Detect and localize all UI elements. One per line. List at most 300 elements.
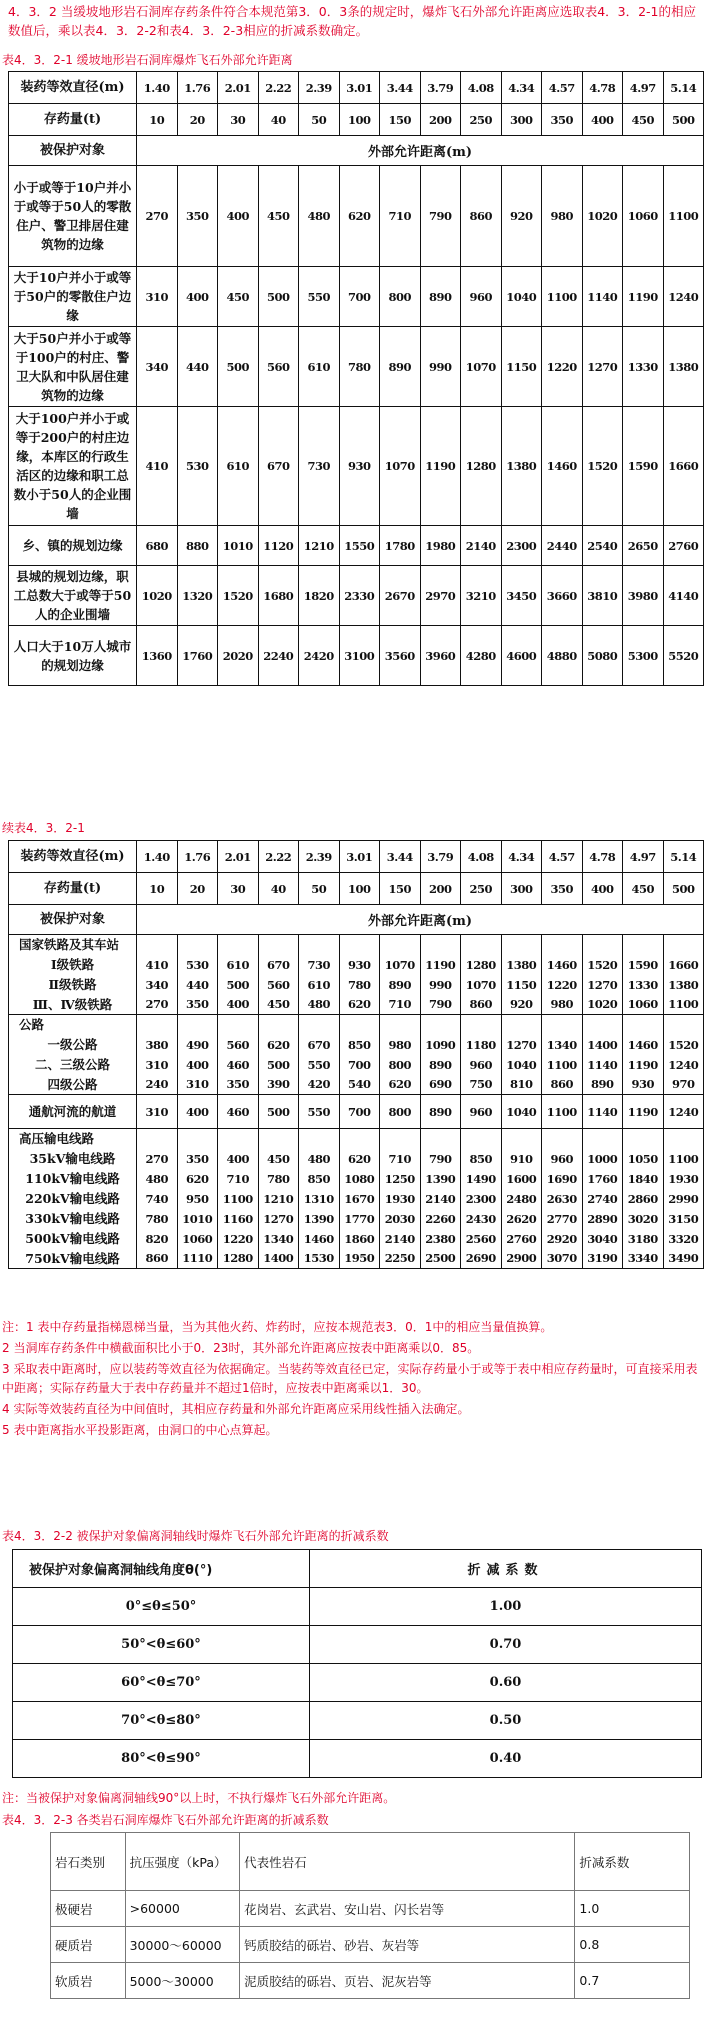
table-row xyxy=(9,407,704,526)
amount-row xyxy=(9,104,704,136)
factor-cell: 1.00 xyxy=(310,1588,702,1626)
value-cell: 1110 xyxy=(177,1249,218,1269)
value-cell: 1100 xyxy=(542,1055,583,1075)
intro-paragraph: 4．3．2 当缓坡地形岩石洞库存药条件符合本规范第3．0．3条的规定时，爆炸飞石外部允许距离应选取表4．3．2-1的相应数值后，乘以表4．3．2-2和表4．3．2-3相应的折减系数确定。 xyxy=(8,4,697,38)
value-cell: 800 xyxy=(380,1095,421,1129)
factor-cell: 0.40 xyxy=(310,1740,702,1778)
diameter-cell: 2.22 xyxy=(258,841,299,873)
value-cell: 1400 xyxy=(582,1035,623,1055)
value-cell: 2250 xyxy=(380,1249,421,1269)
amount-cell: 300 xyxy=(501,104,542,136)
value-cell: 1100 xyxy=(663,166,704,267)
value-cell: 3660 xyxy=(542,566,583,626)
diameter-row xyxy=(9,72,704,104)
value-cell: 930 xyxy=(339,407,380,526)
empty-cell xyxy=(582,935,623,955)
value-cell: 890 xyxy=(420,1095,461,1129)
value-cell: 780 xyxy=(339,975,380,995)
empty-cell xyxy=(258,1129,299,1149)
value-cell: 1140 xyxy=(582,1055,623,1075)
value-cell: 2430 xyxy=(461,1209,502,1229)
group-header-row xyxy=(9,1129,704,1149)
value-cell: 3810 xyxy=(582,566,623,626)
value-cell: 1460 xyxy=(542,407,583,526)
amount-cell: 10 xyxy=(137,104,178,136)
value-cell: 1220 xyxy=(542,975,583,995)
amount-cell: 450 xyxy=(623,873,664,905)
value-cell: 480 xyxy=(137,1169,178,1189)
empty-cell xyxy=(339,935,380,955)
diameter-label: 装药等效直径(m) xyxy=(9,841,137,873)
value-cell: 1070 xyxy=(380,407,421,526)
table-row xyxy=(9,566,704,626)
diameter-cell: 2.01 xyxy=(218,72,259,104)
row-label: Ⅲ、Ⅳ级铁路 xyxy=(9,995,137,1015)
value-cell: 450 xyxy=(258,166,299,267)
value-cell: 1780 xyxy=(380,526,421,566)
value-cell: 480 xyxy=(299,166,340,267)
value-cell: 3340 xyxy=(623,1249,664,1269)
amount-cell: 500 xyxy=(663,873,704,905)
value-cell: 270 xyxy=(137,995,178,1015)
empty-cell xyxy=(177,1015,218,1035)
table-row xyxy=(9,1189,704,1209)
value-cell: 960 xyxy=(461,1095,502,1129)
value-cell: 1520 xyxy=(582,407,623,526)
value-cell: 500 xyxy=(258,267,299,327)
table4-header-cell: 折减系数 xyxy=(575,1833,690,1891)
note-line: 3 采取表中距离时，应以装药等效直径为依据确定。当装药等效直径已定，实际存药量小于或等于表中相应存药量时，可直接采用表中距离；实际存药量大于表中存药量并不超过1倍时，应按表中距离乘以1．30。 xyxy=(2,1362,698,1395)
table4-cell: 1.0 xyxy=(575,1891,690,1927)
value-cell: 1530 xyxy=(299,1249,340,1269)
value-cell: 3980 xyxy=(623,566,664,626)
value-cell: 1100 xyxy=(663,995,704,1015)
amount-cell: 300 xyxy=(501,873,542,905)
value-cell: 860 xyxy=(461,166,502,267)
value-cell: 1330 xyxy=(623,327,664,407)
value-cell: 2420 xyxy=(299,626,340,686)
value-cell: 1160 xyxy=(218,1209,259,1229)
value-cell: 860 xyxy=(542,1075,583,1095)
table2-external-distance-continued xyxy=(8,840,704,1269)
value-cell: 2140 xyxy=(380,1229,421,1249)
value-cell: 620 xyxy=(339,995,380,1015)
value-cell: 980 xyxy=(380,1035,421,1055)
value-cell: 2300 xyxy=(501,526,542,566)
value-cell: 610 xyxy=(299,975,340,995)
value-cell: 1360 xyxy=(137,626,178,686)
empty-cell xyxy=(218,1015,259,1035)
value-cell: 1100 xyxy=(663,1149,704,1169)
value-cell: 3040 xyxy=(582,1229,623,1249)
table-row xyxy=(9,1149,704,1169)
value-cell: 1220 xyxy=(218,1229,259,1249)
diameter-cell: 4.08 xyxy=(461,841,502,873)
value-cell: 400 xyxy=(218,1149,259,1169)
value-cell: 450 xyxy=(258,995,299,1015)
value-cell: 2480 xyxy=(501,1189,542,1209)
value-cell: 690 xyxy=(420,1075,461,1095)
empty-cell xyxy=(218,935,259,955)
row-label: 330kV输电线路 xyxy=(9,1209,137,1229)
value-cell: 910 xyxy=(501,1149,542,1169)
value-cell: 920 xyxy=(501,166,542,267)
value-cell: 1060 xyxy=(623,166,664,267)
value-cell: 1340 xyxy=(542,1035,583,1055)
empty-cell xyxy=(501,1129,542,1149)
table4-rock-reduction xyxy=(50,1832,690,1999)
value-cell: 3450 xyxy=(501,566,542,626)
row-label: 大于50户并小于或等于100户的村庄、警卫大队和中队居住建筑物的边缘 xyxy=(9,327,137,407)
protected-header-row xyxy=(9,136,704,166)
value-cell: 1070 xyxy=(380,955,421,975)
table-row xyxy=(9,975,704,995)
value-cell: 670 xyxy=(258,407,299,526)
empty-cell xyxy=(420,1015,461,1035)
value-cell: 1670 xyxy=(339,1189,380,1209)
value-cell: 1190 xyxy=(420,955,461,975)
value-cell: 1150 xyxy=(501,327,542,407)
empty-cell xyxy=(339,1129,380,1149)
value-cell: 1520 xyxy=(663,1035,704,1055)
protected-header-row xyxy=(9,905,704,935)
empty-cell xyxy=(582,1129,623,1149)
value-cell: 890 xyxy=(420,1055,461,1075)
value-cell: 1520 xyxy=(218,566,259,626)
value-cell: 780 xyxy=(137,1209,178,1229)
table1-external-distance xyxy=(8,71,704,686)
amount-cell: 100 xyxy=(339,873,380,905)
value-cell: 1600 xyxy=(501,1169,542,1189)
value-cell: 1020 xyxy=(582,995,623,1015)
value-cell: 1190 xyxy=(623,1055,664,1075)
value-cell: 620 xyxy=(177,1169,218,1189)
amount-cell: 20 xyxy=(177,873,218,905)
value-cell: 1210 xyxy=(299,526,340,566)
diameter-cell: 5.14 xyxy=(663,72,704,104)
value-cell: 410 xyxy=(137,955,178,975)
value-cell: 1140 xyxy=(582,267,623,327)
amount-cell: 250 xyxy=(461,104,502,136)
value-cell: 1190 xyxy=(420,407,461,526)
value-cell: 1270 xyxy=(582,975,623,995)
table-row xyxy=(51,1927,690,1963)
value-cell: 620 xyxy=(339,166,380,267)
table4-cell: 30000～60000 xyxy=(125,1927,240,1963)
value-cell: 1980 xyxy=(420,526,461,566)
value-cell: 400 xyxy=(177,1095,218,1129)
value-cell: 1930 xyxy=(663,1169,704,1189)
value-cell: 350 xyxy=(218,1075,259,1095)
empty-cell xyxy=(461,1015,502,1035)
value-cell: 2140 xyxy=(461,526,502,566)
value-cell: 1820 xyxy=(299,566,340,626)
value-cell: 790 xyxy=(420,1149,461,1169)
diameter-cell: 2.39 xyxy=(299,72,340,104)
value-cell: 1060 xyxy=(177,1229,218,1249)
amount-cell: 40 xyxy=(258,104,299,136)
value-cell: 1280 xyxy=(218,1249,259,1269)
table4-cell: 花岗岩、玄武岩、安山岩、闪长岩等 xyxy=(240,1891,575,1927)
value-cell: 980 xyxy=(542,166,583,267)
table3-caption: 表4．3．2-2 被保护对象偏离洞轴线时爆炸飞石外部允许距离的折减系数 xyxy=(2,1529,389,1543)
table-row xyxy=(9,1229,704,1249)
value-cell: 700 xyxy=(339,1095,380,1129)
distance-label: 外部允许距离(m) xyxy=(137,136,704,166)
value-cell: 540 xyxy=(339,1075,380,1095)
angle-cell: 0°≤θ≤50° xyxy=(13,1588,310,1626)
table-row xyxy=(13,1588,702,1626)
angle-cell: 50°<θ≤60° xyxy=(13,1626,310,1664)
value-cell: 960 xyxy=(542,1149,583,1169)
value-cell: 1280 xyxy=(461,955,502,975)
value-cell: 1460 xyxy=(542,955,583,975)
diameter-cell: 3.01 xyxy=(339,72,380,104)
value-cell: 2920 xyxy=(542,1229,583,1249)
value-cell: 700 xyxy=(339,1055,380,1075)
value-cell: 400 xyxy=(218,995,259,1015)
table-row xyxy=(9,1249,704,1269)
value-cell: 1490 xyxy=(461,1169,502,1189)
value-cell: 270 xyxy=(137,1149,178,1169)
amount-cell: 400 xyxy=(582,873,623,905)
row-label: Ⅱ级铁路 xyxy=(9,975,137,995)
empty-cell xyxy=(339,1015,380,1035)
value-cell: 610 xyxy=(218,955,259,975)
row-label: 人口大于10万人城市的规划边缘 xyxy=(9,626,137,686)
value-cell: 2860 xyxy=(623,1189,664,1209)
value-cell: 500 xyxy=(258,1095,299,1129)
factor-cell: 0.50 xyxy=(310,1702,702,1740)
table-row xyxy=(9,1075,704,1095)
table-notes xyxy=(2,1318,708,1442)
value-cell: 560 xyxy=(258,327,299,407)
value-cell: 1380 xyxy=(663,975,704,995)
value-cell: 240 xyxy=(137,1075,178,1095)
value-cell: 730 xyxy=(299,955,340,975)
value-cell: 710 xyxy=(380,1149,421,1169)
table-row xyxy=(9,166,704,267)
value-cell: 890 xyxy=(380,975,421,995)
value-cell: 340 xyxy=(137,975,178,995)
value-cell: 1330 xyxy=(623,975,664,995)
value-cell: 5080 xyxy=(582,626,623,686)
value-cell: 2690 xyxy=(461,1249,502,1269)
value-cell: 350 xyxy=(177,995,218,1015)
empty-cell xyxy=(258,1015,299,1035)
value-cell: 780 xyxy=(258,1169,299,1189)
empty-cell xyxy=(137,935,178,955)
amount-cell: 40 xyxy=(258,873,299,905)
value-cell: 620 xyxy=(258,1035,299,1055)
value-cell: 1040 xyxy=(501,1055,542,1075)
value-cell: 1010 xyxy=(218,526,259,566)
value-cell: 2300 xyxy=(461,1189,502,1209)
value-cell: 1840 xyxy=(623,1169,664,1189)
value-cell: 1040 xyxy=(501,267,542,327)
value-cell: 1380 xyxy=(501,407,542,526)
value-cell: 740 xyxy=(137,1189,178,1209)
value-cell: 500 xyxy=(218,975,259,995)
value-cell: 350 xyxy=(177,1149,218,1169)
group-header-row xyxy=(9,1015,704,1035)
value-cell: 440 xyxy=(177,975,218,995)
empty-cell xyxy=(380,1129,421,1149)
value-cell: 450 xyxy=(218,267,259,327)
table-row xyxy=(51,1891,690,1927)
value-cell: 440 xyxy=(177,327,218,407)
value-cell: 550 xyxy=(299,1055,340,1075)
table4-header-row xyxy=(51,1833,690,1891)
angle-cell: 60°<θ≤70° xyxy=(13,1664,310,1702)
value-cell: 2900 xyxy=(501,1249,542,1269)
value-cell: 2670 xyxy=(380,566,421,626)
value-cell: 920 xyxy=(501,995,542,1015)
value-cell: 2240 xyxy=(258,626,299,686)
value-cell: 2260 xyxy=(420,1209,461,1229)
value-cell: 550 xyxy=(299,1095,340,1129)
value-cell: 480 xyxy=(299,1149,340,1169)
value-cell: 1310 xyxy=(299,1189,340,1209)
value-cell: 560 xyxy=(218,1035,259,1055)
value-cell: 850 xyxy=(461,1149,502,1169)
value-cell: 400 xyxy=(177,267,218,327)
value-cell: 400 xyxy=(218,166,259,267)
value-cell: 3560 xyxy=(380,626,421,686)
value-cell: 890 xyxy=(420,267,461,327)
empty-cell xyxy=(461,1129,502,1149)
value-cell: 490 xyxy=(177,1035,218,1055)
value-cell: 1010 xyxy=(177,1209,218,1229)
table4-cell: 5000～30000 xyxy=(125,1963,240,1999)
amount-cell: 50 xyxy=(299,873,340,905)
table-row xyxy=(51,1963,690,1999)
amount-cell: 30 xyxy=(218,104,259,136)
value-cell: 730 xyxy=(299,407,340,526)
row-label: 县城的规划边缘，职工总数大于或等于50人的企业围墙 xyxy=(9,566,137,626)
empty-cell xyxy=(663,1129,704,1149)
value-cell: 2760 xyxy=(501,1229,542,1249)
group-header: 国家铁路及其车站 xyxy=(9,935,137,955)
row-label: 220kV输电线路 xyxy=(9,1189,137,1209)
diameter-cell: 1.40 xyxy=(137,72,178,104)
diameter-cell: 2.01 xyxy=(218,841,259,873)
value-cell: 3070 xyxy=(542,1249,583,1269)
group-header: 公路 xyxy=(9,1015,137,1035)
value-cell: 2990 xyxy=(663,1189,704,1209)
diameter-cell: 2.22 xyxy=(258,72,299,104)
table3-col1: 被保护对象偏离洞轴线角度θ(°) xyxy=(13,1550,310,1588)
diameter-cell: 1.76 xyxy=(177,72,218,104)
value-cell: 310 xyxy=(137,1055,178,1075)
value-cell: 1390 xyxy=(420,1169,461,1189)
value-cell: 390 xyxy=(258,1075,299,1095)
value-cell: 980 xyxy=(542,995,583,1015)
amount-cell: 30 xyxy=(218,873,259,905)
value-cell: 860 xyxy=(137,1249,178,1269)
value-cell: 1460 xyxy=(299,1229,340,1249)
empty-cell xyxy=(542,1015,583,1035)
value-cell: 850 xyxy=(299,1169,340,1189)
amount-cell: 50 xyxy=(299,104,340,136)
amount-cell: 200 xyxy=(420,104,461,136)
value-cell: 1020 xyxy=(137,566,178,626)
group-header: 高压输电线路 xyxy=(9,1129,137,1149)
table4-cell: 钙质胶结的砾岩、砂岩、灰岩等 xyxy=(240,1927,575,1963)
value-cell: 1390 xyxy=(299,1209,340,1229)
value-cell: 2380 xyxy=(420,1229,461,1249)
row-label: 通航河流的航道 xyxy=(9,1095,137,1129)
table4-caption: 表4．3．2-3 各类岩石洞库爆炸飞石外部允许距离的折减系数 xyxy=(2,1813,329,1827)
value-cell: 1100 xyxy=(542,267,583,327)
empty-cell xyxy=(420,1129,461,1149)
row-label: 一级公路 xyxy=(9,1035,137,1055)
value-cell: 1090 xyxy=(420,1035,461,1055)
value-cell: 810 xyxy=(501,1075,542,1095)
value-cell: 1050 xyxy=(623,1149,664,1169)
value-cell: 1380 xyxy=(501,955,542,975)
diameter-cell: 3.44 xyxy=(380,72,421,104)
diameter-cell: 1.76 xyxy=(177,841,218,873)
empty-cell xyxy=(582,1015,623,1035)
amount-cell: 250 xyxy=(461,873,502,905)
amount-cell: 150 xyxy=(380,873,421,905)
value-cell: 670 xyxy=(258,955,299,975)
group-header-row xyxy=(9,935,704,955)
value-cell: 2500 xyxy=(420,1249,461,1269)
value-cell: 1240 xyxy=(663,267,704,327)
value-cell: 410 xyxy=(137,407,178,526)
diameter-cell: 3.79 xyxy=(420,72,461,104)
table-row xyxy=(13,1664,702,1702)
value-cell: 1680 xyxy=(258,566,299,626)
value-cell: 930 xyxy=(623,1075,664,1095)
value-cell: 3210 xyxy=(461,566,502,626)
diameter-cell: 1.40 xyxy=(137,841,178,873)
amount-cell: 450 xyxy=(623,104,664,136)
value-cell: 530 xyxy=(177,407,218,526)
value-cell: 1340 xyxy=(258,1229,299,1249)
value-cell: 340 xyxy=(137,327,178,407)
value-cell: 380 xyxy=(137,1035,178,1055)
empty-cell xyxy=(501,935,542,955)
value-cell: 460 xyxy=(218,1095,259,1129)
value-cell: 950 xyxy=(177,1189,218,1209)
angle-cell: 70°<θ≤80° xyxy=(13,1702,310,1740)
table3-angle-reduction xyxy=(12,1549,702,1778)
value-cell: 1250 xyxy=(380,1169,421,1189)
value-cell: 1760 xyxy=(177,626,218,686)
table4-header-cell: 岩石类别 xyxy=(51,1833,126,1891)
value-cell: 1690 xyxy=(542,1169,583,1189)
empty-cell xyxy=(542,935,583,955)
value-cell: 5520 xyxy=(663,626,704,686)
diameter-cell: 4.08 xyxy=(461,72,502,104)
empty-cell xyxy=(299,1015,340,1035)
diameter-cell: 4.34 xyxy=(501,72,542,104)
row-label: 110kV输电线路 xyxy=(9,1169,137,1189)
value-cell: 860 xyxy=(461,995,502,1015)
row-label: 500kV输电线路 xyxy=(9,1229,137,1249)
empty-cell xyxy=(623,1129,664,1149)
value-cell: 710 xyxy=(380,995,421,1015)
value-cell: 1860 xyxy=(339,1229,380,1249)
empty-cell xyxy=(623,935,664,955)
diameter-cell: 4.97 xyxy=(623,72,664,104)
factor-cell: 0.60 xyxy=(310,1664,702,1702)
row-label: 35kV输电线路 xyxy=(9,1149,137,1169)
value-cell: 550 xyxy=(299,267,340,327)
